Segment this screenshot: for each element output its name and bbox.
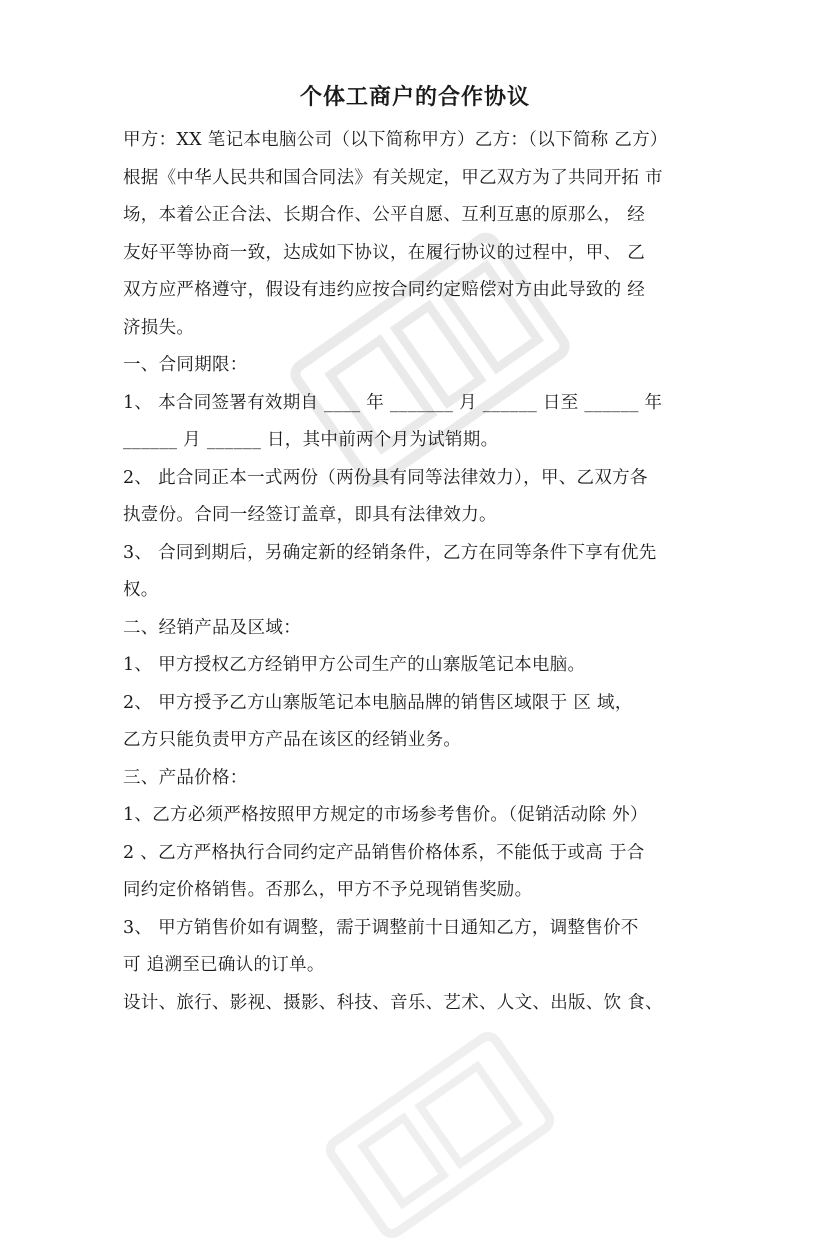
text-line: 济损失。 bbox=[123, 317, 195, 338]
text-line: 友好平等协商一致，达成如下协议，在履行协议的过程中，甲、 乙 bbox=[123, 242, 646, 263]
text-line: 甲方：XX 笔记本电脑公司（以下简称甲方）乙方：（以下简称 乙方） bbox=[123, 130, 668, 150]
text-line: 设计、旅行、影视、摄影、科技、音乐、艺术、人文、出版、饮 食、 bbox=[123, 992, 663, 1013]
text-line: 1、 甲方授权乙方经销甲方公司生产的山寨版笔记本电脑。 bbox=[123, 655, 586, 675]
text-line: 1、 本合同签署有效期自 ____ 年 _______ 月 ______ 日至 ______ 年 bbox=[123, 392, 663, 413]
document-title: 个体工商户的合作协议 bbox=[299, 84, 530, 110]
text-line: 3、 甲方销售价如有调整，需于调整前十日通知乙方，调整售价不 bbox=[123, 917, 639, 938]
text-line: 1、乙方必须严格按照甲方规定的市场参考售价。（促销活动除 外） bbox=[123, 805, 648, 825]
text-line: 3、 合同到期后，另确定新的经销条件，乙方在同等条件下享有优先 bbox=[123, 542, 657, 563]
text-line: 2、 此合同正本一式两份（两份具有同等法律效力），甲、乙双方各 bbox=[123, 467, 648, 488]
text-line: ______ 月 ______ 日，其中前两个月为试销期。 bbox=[123, 430, 499, 450]
text-line: 同约定价格销售。否那么，甲方不予兑现销售奖励。 bbox=[123, 880, 533, 900]
text-line: 场，本着公正合法、长期合作、公平自愿、互利互惠的原那么， 经 bbox=[123, 205, 646, 225]
text-line: 2 、乙方严格执行合同约定产品销售价格体系，不能低于或高 于合 bbox=[123, 842, 645, 863]
watermark-stamp bbox=[307, 1010, 573, 1259]
text-line: 2、 甲方授予乙方山寨版笔记本电脑品牌的销售区域限于 区 域， bbox=[123, 692, 633, 713]
text-line: 可 追溯至已确认的订单。 bbox=[123, 955, 325, 975]
text-line: 乙方只能负责甲方产品在该区的经销业务。 bbox=[123, 730, 462, 750]
section-heading: 一、合同期限： bbox=[123, 355, 248, 375]
document-body bbox=[123, 122, 713, 1022]
text-line: 双方应严格遵守，假设有违约应按合同约定赔偿对方由此导致的 经 bbox=[123, 280, 646, 300]
section-heading: 三、产品价格： bbox=[123, 767, 248, 788]
text-line: 执壹份。合同一经签订盖章，即具有法律效力。 bbox=[123, 505, 497, 525]
text-line: 权。 bbox=[123, 580, 159, 600]
section-heading: 二、经销产品及区域： bbox=[123, 617, 301, 638]
text-line: 根据《中华人民共和国合同法》有关规定，甲乙双方为了共同开拓 市 bbox=[123, 167, 663, 188]
